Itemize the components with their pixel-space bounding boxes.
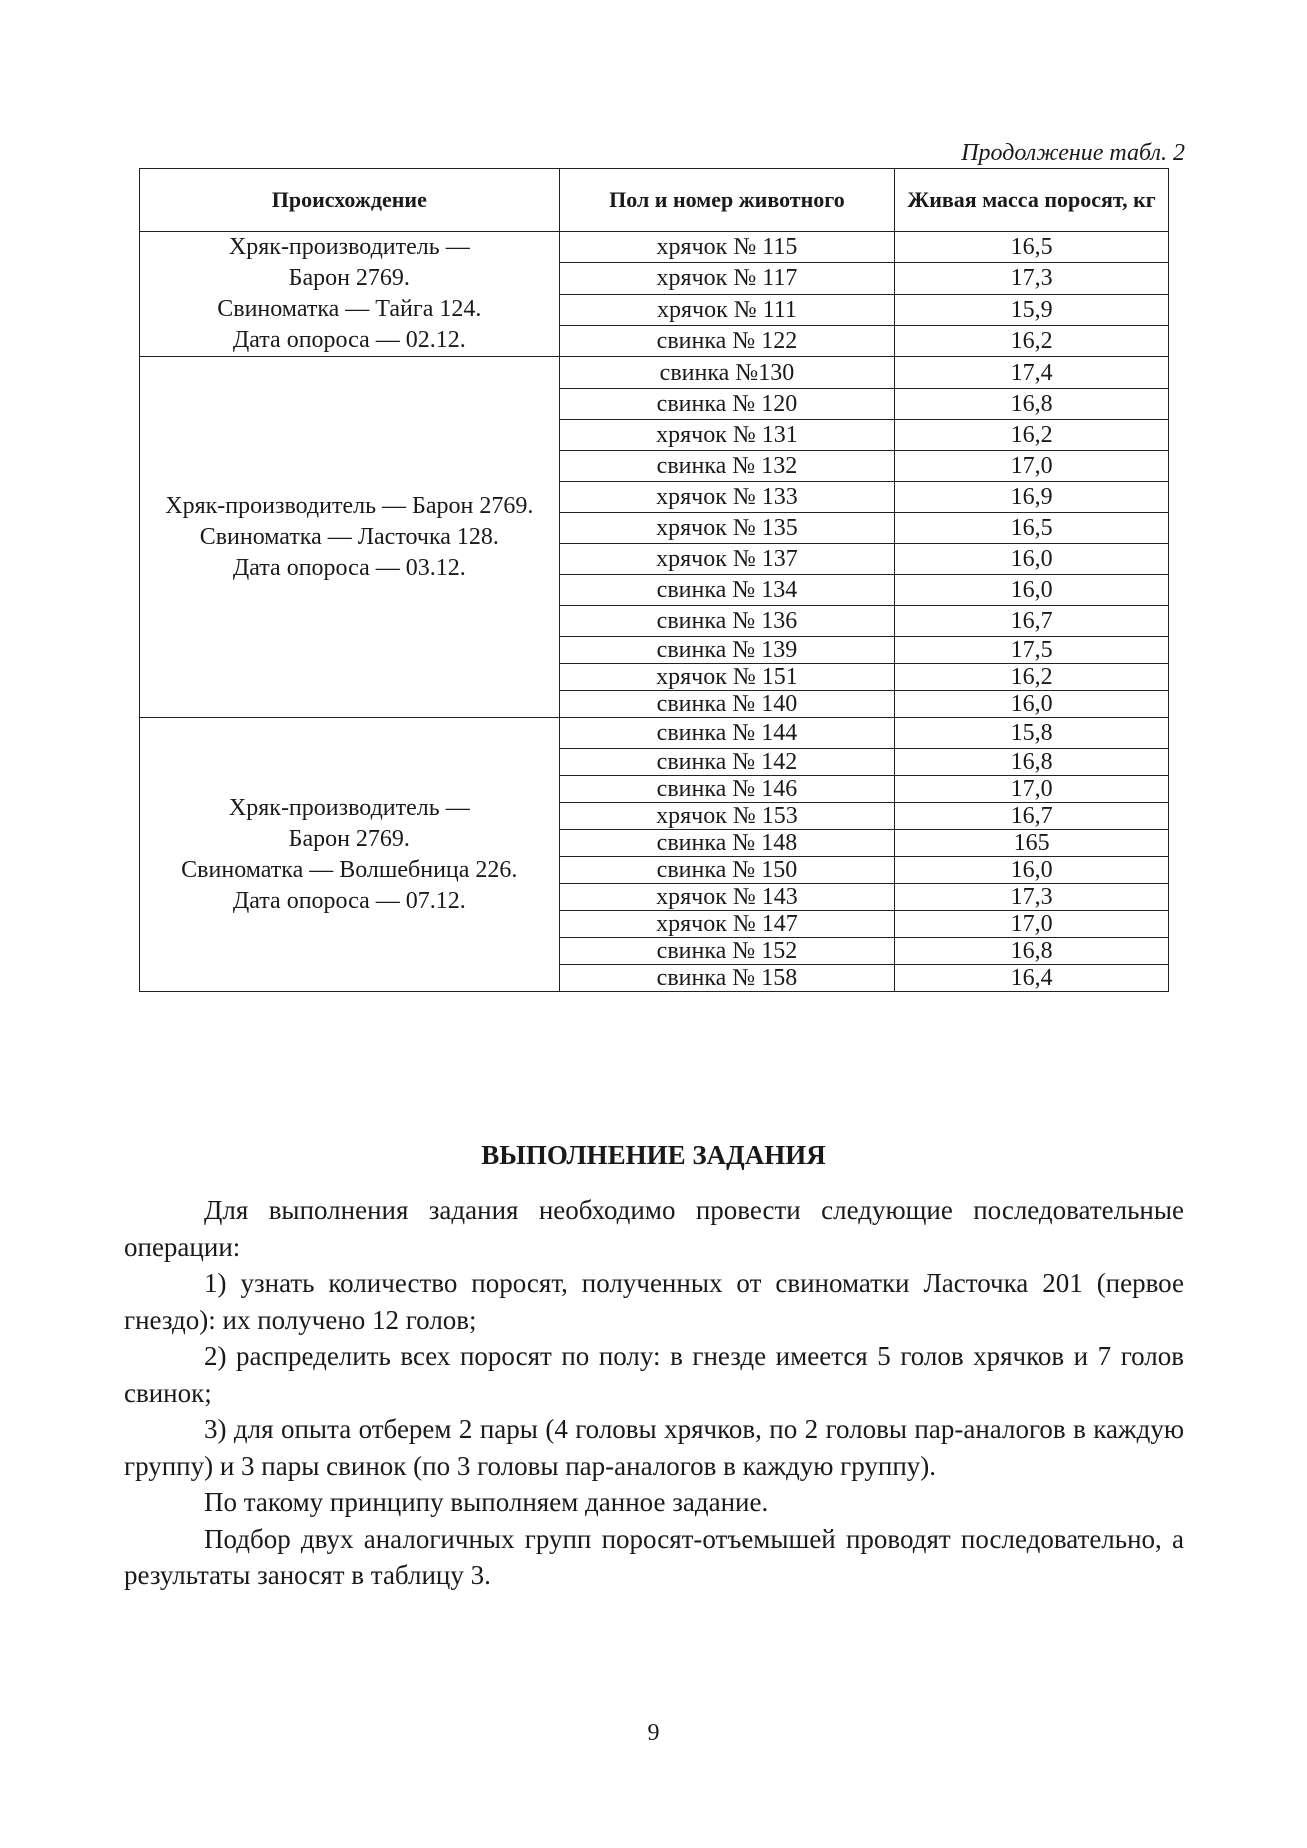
animal-cell: хрячок № 111 — [559, 294, 895, 325]
origin-line: Хряк-производитель — — [228, 234, 470, 260]
mass-cell: 16,8 — [895, 938, 1169, 965]
animal-cell: свинка № 148 — [559, 830, 895, 857]
origin-cell — [140, 718, 560, 992]
animal-cell: свинка № 158 — [559, 965, 895, 992]
animal-cell: хрячок № 117 — [559, 263, 895, 294]
mass-cell: 16,8 — [895, 749, 1169, 776]
body-text — [124, 1192, 1184, 1594]
animal-cell: свинка № 139 — [559, 637, 895, 664]
table-row — [140, 232, 1169, 263]
data-table — [139, 168, 1169, 992]
mass-cell: 16,0 — [895, 544, 1169, 575]
origin-line: Свиноматка — Ласточка 128. — [199, 523, 499, 550]
animal-cell: хрячок № 137 — [559, 544, 895, 575]
animal-cell: хрячок № 115 — [559, 232, 895, 263]
paragraph: По такому принципу выполняем данное задание. — [204, 1487, 769, 1517]
origin-line: Дата опороса — 03.12. — [232, 554, 466, 581]
mass-cell: 16,0 — [895, 857, 1169, 884]
mass-cell: 17,5 — [895, 637, 1169, 664]
animal-cell: хрячок № 153 — [559, 803, 895, 830]
mass-cell: 17,0 — [895, 451, 1169, 482]
mass-cell: 15,9 — [895, 294, 1169, 325]
origin-line: Свиноматка — Тайга 124. — [217, 296, 482, 322]
animal-cell: хрячок № 133 — [559, 482, 895, 513]
animal-cell: свинка №130 — [559, 357, 895, 389]
animal-cell: хрячок № 135 — [559, 513, 895, 544]
origin-line: Хряк-производитель — Барон 2769. — [165, 492, 534, 519]
animal-cell: свинка № 144 — [559, 718, 895, 749]
mass-cell: 17,0 — [895, 911, 1169, 938]
table-row — [140, 357, 1169, 389]
mass-cell: 16,0 — [895, 691, 1169, 718]
table-header-row — [140, 169, 1169, 232]
paragraph: 1) узнать количество поросят, полученных от свиноматки Ласточка 201 (первое гнездо): их получено 12 голов; — [124, 1268, 1184, 1335]
mass-cell: 17,0 — [895, 776, 1169, 803]
header-mass: Живая масса поросят, кг — [895, 169, 1169, 232]
page-number: 9 — [647, 1720, 660, 1746]
mass-cell: 17,3 — [895, 263, 1169, 294]
animal-cell: хрячок № 147 — [559, 911, 895, 938]
origin-line: Дата опороса — 02.12. — [232, 327, 466, 353]
origin-cell — [140, 232, 560, 357]
animal-cell: хрячок № 151 — [559, 664, 895, 691]
animal-cell: свинка № 140 — [559, 691, 895, 718]
origin-line: Хряк-производитель — — [228, 794, 470, 821]
paragraph: 2) распределить всех поросят по полу: в гнезде имеется 5 голов хрячков и 7 голов свинок; — [124, 1341, 1184, 1408]
origin-line: Барон 2769. — [288, 265, 410, 291]
paragraph: Подбор двух аналогичных групп поросят-отъемышей проводят последовательно, а результаты заносят в таблицу 3. — [124, 1523, 1184, 1590]
mass-cell: 16,8 — [895, 389, 1169, 420]
mass-cell: 16,5 — [895, 513, 1169, 544]
header-origin: Происхождение — [140, 169, 560, 232]
animal-cell: свинка № 132 — [559, 451, 895, 482]
animal-cell: свинка № 142 — [559, 749, 895, 776]
mass-cell: 16,7 — [895, 606, 1169, 637]
mass-cell: 16,2 — [895, 664, 1169, 691]
animal-cell: свинка № 122 — [559, 325, 895, 356]
mass-cell: 16,7 — [895, 803, 1169, 830]
paragraph: Для выполнения задания необходимо провести следующие последовательные операции: — [124, 1195, 1184, 1262]
animal-cell: хрячок № 131 — [559, 420, 895, 451]
mass-cell: 16,9 — [895, 482, 1169, 513]
mass-cell: 16,2 — [895, 420, 1169, 451]
mass-cell: 17,4 — [895, 357, 1169, 389]
mass-cell: 165 — [895, 830, 1169, 857]
table-row — [140, 718, 1169, 749]
animal-cell: свинка № 146 — [559, 776, 895, 803]
mass-cell: 16,5 — [895, 232, 1169, 263]
mass-cell: 17,3 — [895, 884, 1169, 911]
animal-cell: свинка № 120 — [559, 389, 895, 420]
origin-line: Дата опороса — 07.12. — [232, 887, 466, 914]
origin-line: Свиноматка — Волшебница 226. — [181, 856, 518, 883]
animal-cell: свинка № 152 — [559, 938, 895, 965]
animal-cell: свинка № 136 — [559, 606, 895, 637]
paragraph: 3) для опыта отберем 2 пары (4 головы хрячков, по 2 головы пар-аналогов в каждую группу) и 3 пары свинок (по 3 головы пар-аналогов в каждую группу). — [124, 1414, 1184, 1481]
table-caption: Продолжение табл. 2 — [961, 140, 1185, 166]
mass-cell: 16,4 — [895, 965, 1169, 992]
mass-cell: 16,0 — [895, 575, 1169, 606]
header-animal: Пол и номер животного — [559, 169, 895, 232]
mass-cell: 16,2 — [895, 325, 1169, 356]
animal-cell: свинка № 150 — [559, 857, 895, 884]
origin-cell — [140, 357, 560, 718]
animal-cell: хрячок № 143 — [559, 884, 895, 911]
mass-cell: 15,8 — [895, 718, 1169, 749]
animal-cell: свинка № 134 — [559, 575, 895, 606]
section-title: ВЫПОЛНЕНИЕ ЗАДАНИЯ — [481, 1140, 826, 1170]
origin-line: Барон 2769. — [288, 825, 410, 852]
